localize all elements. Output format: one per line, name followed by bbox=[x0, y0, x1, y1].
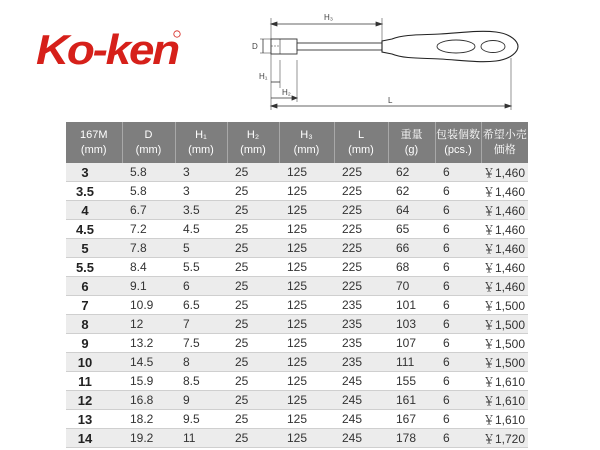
table-cell: 6 bbox=[175, 277, 227, 296]
table-cell: 125 bbox=[279, 258, 334, 277]
table-cell: ￥1,610 bbox=[481, 372, 528, 391]
column-header: 重量 (g) bbox=[388, 122, 435, 163]
table-cell: 14.5 bbox=[122, 353, 175, 372]
table-cell: 4.5 bbox=[66, 220, 122, 239]
table-cell: 70 bbox=[388, 277, 435, 296]
table-row bbox=[66, 315, 528, 334]
table-cell: 3.5 bbox=[66, 182, 122, 201]
table-cell: 5 bbox=[175, 239, 227, 258]
table-body bbox=[66, 163, 528, 448]
table-cell: 245 bbox=[334, 391, 388, 410]
table-row bbox=[66, 277, 528, 296]
table-row bbox=[66, 372, 528, 391]
spec-table bbox=[66, 122, 528, 448]
table-cell: 103 bbox=[388, 315, 435, 334]
column-header: H₃ (mm) bbox=[279, 122, 334, 163]
table-cell: 125 bbox=[279, 334, 334, 353]
table-cell: 4.5 bbox=[175, 220, 227, 239]
table-cell: 6 bbox=[435, 353, 481, 372]
table-cell: 14 bbox=[66, 429, 122, 448]
table-cell: ￥1,720 bbox=[481, 429, 528, 448]
table-cell: 13 bbox=[66, 410, 122, 429]
table-cell: 225 bbox=[334, 182, 388, 201]
column-header: L (mm) bbox=[334, 122, 388, 163]
table-cell: 225 bbox=[334, 239, 388, 258]
table-cell: 25 bbox=[227, 296, 279, 315]
table-row bbox=[66, 239, 528, 258]
table-cell: 125 bbox=[279, 220, 334, 239]
table-cell: 25 bbox=[227, 239, 279, 258]
table-cell: 125 bbox=[279, 296, 334, 315]
table-cell: 235 bbox=[334, 315, 388, 334]
table-row bbox=[66, 163, 528, 182]
table-row bbox=[66, 353, 528, 372]
table-cell: 5.8 bbox=[122, 163, 175, 182]
table-cell: ￥1,500 bbox=[481, 296, 528, 315]
table-cell: 125 bbox=[279, 353, 334, 372]
table-row bbox=[66, 429, 528, 448]
table-cell: 25 bbox=[227, 429, 279, 448]
table-cell: 125 bbox=[279, 239, 334, 258]
table-cell: 125 bbox=[279, 182, 334, 201]
table-cell: 9.1 bbox=[122, 277, 175, 296]
table-cell: 6 bbox=[435, 296, 481, 315]
table-cell: ￥1,460 bbox=[481, 163, 528, 182]
table-cell: 12 bbox=[66, 391, 122, 410]
table-row bbox=[66, 220, 528, 239]
table-cell: 101 bbox=[388, 296, 435, 315]
table-cell: 25 bbox=[227, 277, 279, 296]
table-cell: 25 bbox=[227, 391, 279, 410]
table-cell: 225 bbox=[334, 277, 388, 296]
table-cell: 6 bbox=[435, 163, 481, 182]
h3-label: H₃ bbox=[324, 13, 334, 22]
h2-label: H₂ bbox=[282, 88, 291, 97]
table-cell: 6 bbox=[435, 277, 481, 296]
table-cell: 111 bbox=[388, 353, 435, 372]
table-cell: 245 bbox=[334, 410, 388, 429]
table-cell: 6 bbox=[435, 391, 481, 410]
table-cell: 10.9 bbox=[122, 296, 175, 315]
table-cell: 25 bbox=[227, 353, 279, 372]
column-header: 167M (mm) bbox=[66, 122, 122, 163]
table-cell: 25 bbox=[227, 258, 279, 277]
table-cell: 62 bbox=[388, 182, 435, 201]
table-cell: 8 bbox=[175, 353, 227, 372]
l-label: L bbox=[388, 96, 393, 105]
table-cell: 25 bbox=[227, 220, 279, 239]
table-cell: 8.4 bbox=[122, 258, 175, 277]
table-cell: ￥1,460 bbox=[481, 239, 528, 258]
table-cell: 3 bbox=[175, 182, 227, 201]
table-cell: 235 bbox=[334, 296, 388, 315]
table-cell: 25 bbox=[227, 410, 279, 429]
table-cell: 125 bbox=[279, 391, 334, 410]
table-row bbox=[66, 391, 528, 410]
table-cell: 6 bbox=[435, 258, 481, 277]
table-cell: 5.8 bbox=[122, 182, 175, 201]
table-cell: 125 bbox=[279, 429, 334, 448]
d-label: D bbox=[252, 42, 258, 51]
table-cell: ￥1,610 bbox=[481, 391, 528, 410]
table-cell: 18.2 bbox=[122, 410, 175, 429]
column-header: 希望小売 価格 bbox=[481, 122, 528, 163]
table-cell: 6 bbox=[435, 410, 481, 429]
table-cell: 107 bbox=[388, 334, 435, 353]
table-cell: 235 bbox=[334, 334, 388, 353]
table-cell: ￥1,460 bbox=[481, 220, 528, 239]
table-cell: 6 bbox=[435, 372, 481, 391]
table-cell: 245 bbox=[334, 429, 388, 448]
table-row bbox=[66, 410, 528, 429]
table-cell: 7.2 bbox=[122, 220, 175, 239]
table-cell: 6 bbox=[435, 239, 481, 258]
table-cell: 25 bbox=[227, 315, 279, 334]
table-cell: 62 bbox=[388, 163, 435, 182]
table-row bbox=[66, 201, 528, 220]
table-cell: 25 bbox=[227, 201, 279, 220]
table-cell: 9 bbox=[66, 334, 122, 353]
table-cell: 125 bbox=[279, 277, 334, 296]
table-cell: ￥1,460 bbox=[481, 258, 528, 277]
table-row bbox=[66, 258, 528, 277]
table-cell: 65 bbox=[388, 220, 435, 239]
table-header-row bbox=[66, 122, 528, 163]
table-cell: 5 bbox=[66, 239, 122, 258]
column-header: H₁ (mm) bbox=[175, 122, 227, 163]
table-cell: 16.8 bbox=[122, 391, 175, 410]
table-cell: 66 bbox=[388, 239, 435, 258]
table-cell: 245 bbox=[334, 372, 388, 391]
table-cell: 6 bbox=[435, 201, 481, 220]
table-cell: 25 bbox=[227, 372, 279, 391]
table-cell: 225 bbox=[334, 201, 388, 220]
table-cell: 7 bbox=[66, 296, 122, 315]
table-cell: 68 bbox=[388, 258, 435, 277]
table-cell: 167 bbox=[388, 410, 435, 429]
table-cell: 9.5 bbox=[175, 410, 227, 429]
table-cell: 225 bbox=[334, 258, 388, 277]
table-cell: 6 bbox=[435, 315, 481, 334]
table-cell: 12 bbox=[122, 315, 175, 334]
table-cell: 11 bbox=[175, 429, 227, 448]
table-cell: 19.2 bbox=[122, 429, 175, 448]
table-cell: ￥1,460 bbox=[481, 182, 528, 201]
table-cell: 125 bbox=[279, 163, 334, 182]
table-cell: 125 bbox=[279, 201, 334, 220]
table-cell: 6 bbox=[435, 220, 481, 239]
table-cell: 3.5 bbox=[175, 201, 227, 220]
table-cell: 7 bbox=[175, 315, 227, 334]
table-cell: 7.5 bbox=[175, 334, 227, 353]
table-row bbox=[66, 334, 528, 353]
table-cell: 64 bbox=[388, 201, 435, 220]
table-row bbox=[66, 296, 528, 315]
column-header: 包装個数 (pcs.) bbox=[435, 122, 481, 163]
table-cell: 25 bbox=[227, 334, 279, 353]
table-cell: 6.7 bbox=[122, 201, 175, 220]
table-cell: 225 bbox=[334, 163, 388, 182]
svg-text:Ko-ken: Ko-ken bbox=[36, 26, 179, 72]
table-cell: 13.2 bbox=[122, 334, 175, 353]
table-cell: 6.5 bbox=[175, 296, 227, 315]
table-cell: 225 bbox=[334, 220, 388, 239]
koken-logo bbox=[36, 24, 182, 72]
table-row bbox=[66, 182, 528, 201]
table-cell: ￥1,460 bbox=[481, 277, 528, 296]
table-cell: ￥1,500 bbox=[481, 353, 528, 372]
table-cell: ￥1,500 bbox=[481, 315, 528, 334]
table-cell: 125 bbox=[279, 315, 334, 334]
column-header: D (mm) bbox=[122, 122, 175, 163]
table-cell: 7.8 bbox=[122, 239, 175, 258]
table-cell: 8.5 bbox=[175, 372, 227, 391]
table-cell: 125 bbox=[279, 410, 334, 429]
table-cell: 15.9 bbox=[122, 372, 175, 391]
table-cell: ￥1,460 bbox=[481, 201, 528, 220]
table-cell: 3 bbox=[175, 163, 227, 182]
table-cell: 235 bbox=[334, 353, 388, 372]
screwdriver-dimension-diagram bbox=[244, 8, 534, 123]
table-cell: ￥1,500 bbox=[481, 334, 528, 353]
table-cell: 3 bbox=[66, 163, 122, 182]
table-cell: 161 bbox=[388, 391, 435, 410]
table-cell: ￥1,610 bbox=[481, 410, 528, 429]
table-cell: 6 bbox=[435, 182, 481, 201]
table-cell: 4 bbox=[66, 201, 122, 220]
table-cell: 6 bbox=[435, 334, 481, 353]
table-cell: 10 bbox=[66, 353, 122, 372]
table-cell: 8 bbox=[66, 315, 122, 334]
table-cell: 11 bbox=[66, 372, 122, 391]
table-cell: 178 bbox=[388, 429, 435, 448]
table-cell: 9 bbox=[175, 391, 227, 410]
table-cell: 5.5 bbox=[66, 258, 122, 277]
table-cell: 25 bbox=[227, 163, 279, 182]
table-cell: 5.5 bbox=[175, 258, 227, 277]
table-cell: 155 bbox=[388, 372, 435, 391]
table-cell: 6 bbox=[435, 429, 481, 448]
table-cell: 125 bbox=[279, 372, 334, 391]
h1-label: H₁ bbox=[259, 72, 268, 81]
table-cell: 6 bbox=[66, 277, 122, 296]
table-cell: 25 bbox=[227, 182, 279, 201]
column-header: H₂ (mm) bbox=[227, 122, 279, 163]
